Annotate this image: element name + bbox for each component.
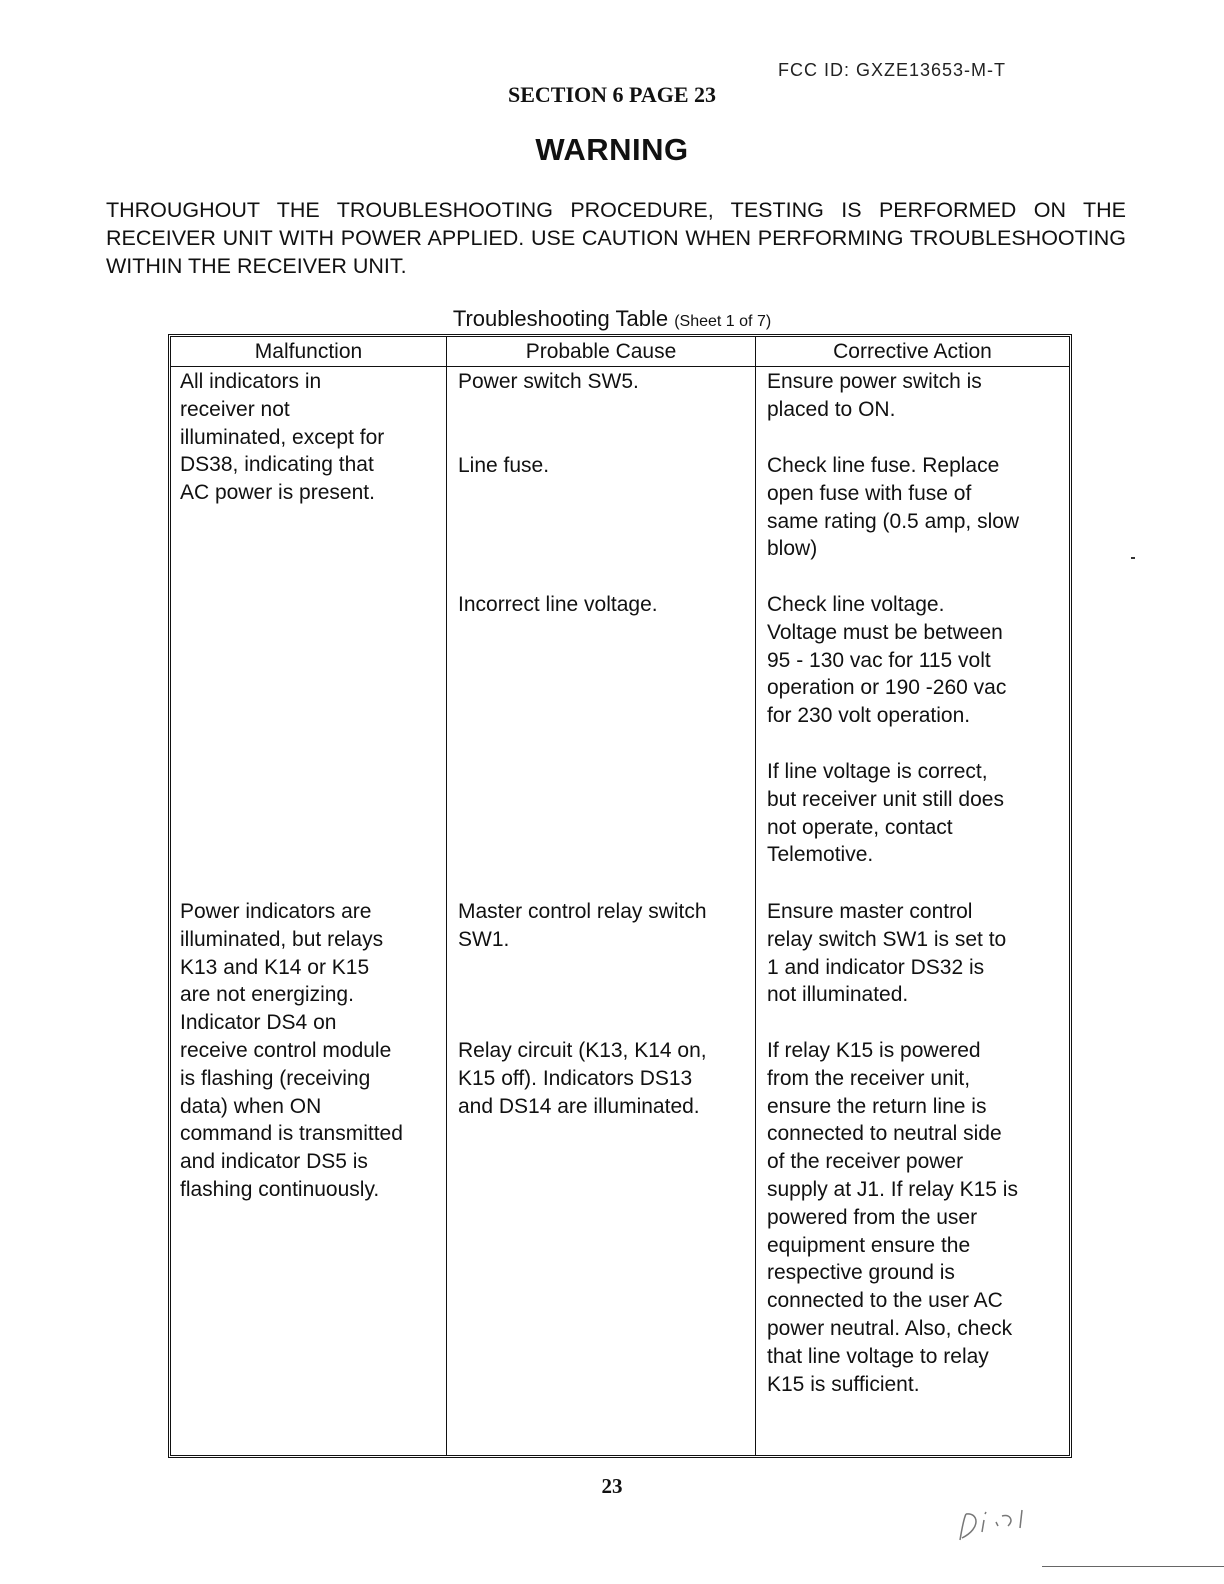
action-cell: If line voltage is correct, but receiver unit still does not operate, contact Telemotive. [767,760,1004,867]
scan-speck [1131,557,1135,559]
header-divider [171,366,1069,367]
troubleshooting-table [168,334,1072,1458]
table-caption [0,306,1224,332]
table-sheet-label: (Sheet 1 of 7) [674,313,772,330]
fcc-id: FCC ID: GXZE13653-M-T [778,60,1007,80]
header-corrective-action: Corrective Action [833,340,992,363]
header-probable-cause: Probable Cause [525,340,677,363]
malfunction-cell: Power indicators are illuminated, but relays K13 and K14 or K15 are not energizing. Indicator DS4 on receive control module is flashing (receiving data) when ON command is transmitted and indicator DS5 is flashing continuously. [180,900,403,1201]
warning-text: THROUGHOUT THE TROUBLESHOOTING PROCEDURE, TESTING IS PERFORMED ON THE RECEIVER UNIT WITH POWER APPLIED. USE CAUTION WHEN PERFORMING TROUBLESHOOTING WITHIN THE RECEIVER UNIT. [106,198,1126,278]
cause-cell: Line fuse. [458,454,550,477]
table-caption-title: Troubleshooting Table [452,306,669,331]
malfunction-cell: All indicators in receiver not illuminated, except for DS38, indicating that AC power is present. [180,370,385,505]
column-divider [446,337,447,1455]
column-divider [755,337,756,1455]
cause-cell: Relay circuit (K13, K14 on, K15 off). Indicators DS13 and DS14 are illuminated. [458,1039,707,1118]
cause-cell: Incorrect line voltage. [458,593,658,616]
page-number: 23 [601,1474,623,1498]
action-cell: Check line fuse. Replace open fuse with fuse of same rating (0.5 amp, slow blow) [767,454,1020,561]
action-cell: Ensure master control relay switch SW1 is set to 1 and indicator DS32 is not illuminated. [767,900,1007,1007]
section-title: SECTION 6 PAGE 23 [507,82,716,107]
header-malfunction: Malfunction [254,340,363,363]
action-cell: Check line voltage. Voltage must be between 95 - 130 vac for 115 volt operation or 190 -260 vac for 230 volt operation. [767,593,1007,728]
warning-title: WARNING [535,132,689,167]
cause-cell: Power switch SW5. [458,370,639,393]
scan-edge-line [1042,1566,1224,1567]
action-cell: Ensure power switch is placed to ON. [767,370,982,421]
handwritten-initials [952,1498,1042,1548]
cause-cell: Master control relay switch SW1. [458,900,707,951]
action-cell: If relay K15 is powered from the receiver unit, ensure the return line is connected to neutral side of the receiver power supply at J1. If relay K15 is powered from the user equipment ensure the respective ground is connected to the user AC power neutral. Also, check that line voltage to relay K15 is sufficient. [767,1039,1018,1396]
